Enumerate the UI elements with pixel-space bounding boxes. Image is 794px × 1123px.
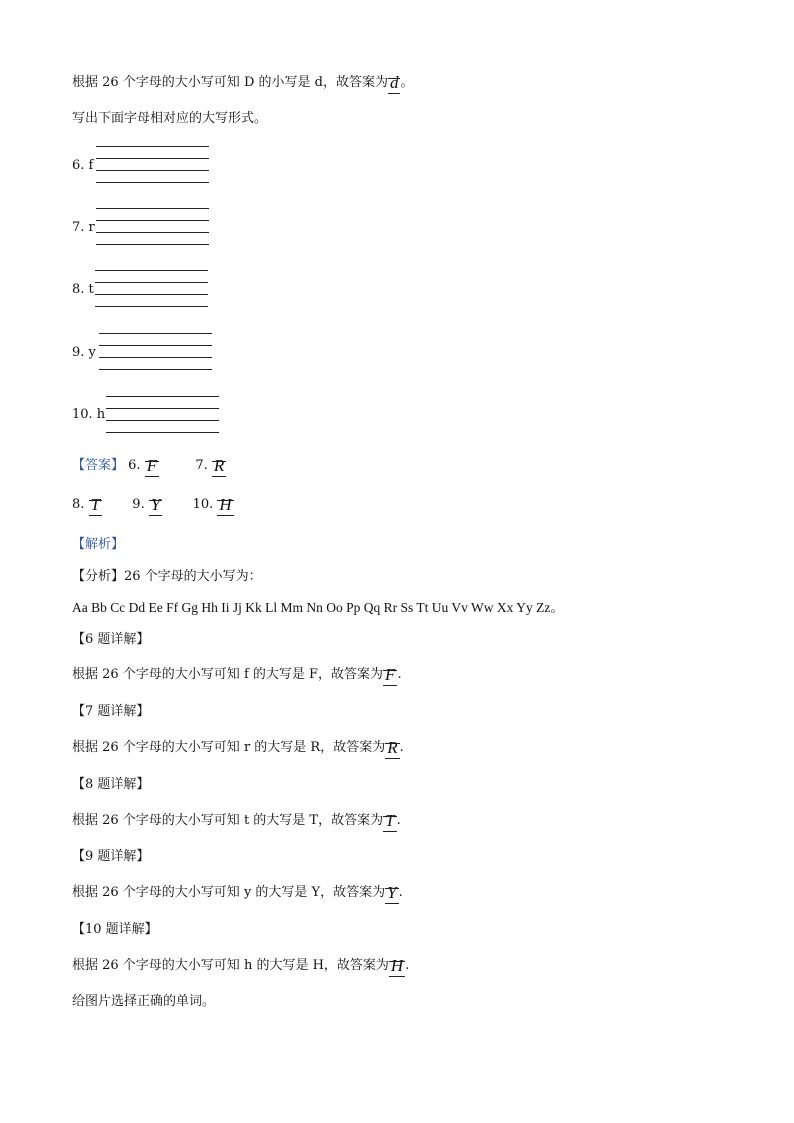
- answers-row-1: [72, 457, 226, 475]
- answer-9-letter: Y: [150, 495, 161, 514]
- question-10-label: 10. h: [72, 407, 106, 422]
- top-line-suffix: 。: [400, 75, 414, 90]
- top-explanation-line: [72, 74, 413, 92]
- top-line-text: 根据 26 个字母的大小写可知 D 的小写是 d，故答案为: [72, 75, 388, 90]
- answer-8-letter: T: [90, 495, 101, 514]
- answer-7-letter: R: [213, 456, 225, 475]
- detail-9-title: 【9 题详解】: [72, 849, 150, 864]
- analysis-fenxi: 【分析】26 个字母的大小写为：: [72, 569, 262, 584]
- detail-9-answer: Y: [387, 883, 397, 902]
- question-6-label: 6. f: [72, 158, 94, 173]
- detail-10-answer: H: [390, 956, 404, 975]
- top-line-answer: d: [389, 73, 399, 92]
- detail-8-text: [72, 812, 401, 830]
- answers-row-2: [72, 496, 234, 514]
- detail-8-answer: T: [385, 811, 395, 830]
- detail-6-prefix: 根据 26 个字母的大小写可知 f 的大写是 F，故答案为: [72, 667, 384, 682]
- detail-10-title: 【10 题详解】: [72, 922, 158, 937]
- alphabet-list: Aa Bb Cc Dd Ee Ff Gg Hh Ii Jj Kk Ll Mm Nn Oo Pp Qq Rr Ss Tt Uu Vv Ww Xx Yy Zz。: [72, 600, 564, 615]
- detail-6-text: [72, 666, 402, 684]
- answer-6-num: 6.: [128, 458, 141, 473]
- detail-7-title: 【7 题详解】: [72, 704, 150, 719]
- detail-8-suffix: .: [396, 813, 401, 828]
- next-instruction: 给图片选择正确的单词。: [72, 994, 216, 1009]
- detail-9-text: [72, 884, 403, 902]
- answer-10-num: 10.: [192, 497, 214, 512]
- detail-10-suffix: .: [405, 958, 410, 973]
- detail-10-text: [72, 957, 409, 975]
- detail-7-text: [72, 739, 404, 757]
- instruction-text: 写出下面字母相对应的大写形式。: [72, 111, 268, 126]
- detail-9-suffix: .: [398, 885, 403, 900]
- detail-8-title: 【8 题详解】: [72, 777, 150, 792]
- detail-10-prefix: 根据 26 个字母的大小写可知 h 的大写是 H，故答案为: [72, 958, 389, 973]
- question-7-label: 7. r: [72, 220, 95, 235]
- question-9-label: 9. y: [72, 345, 96, 360]
- detail-6-suffix: .: [397, 667, 402, 682]
- detail-7-answer: R: [387, 738, 398, 757]
- answer-6-letter: F: [146, 456, 158, 475]
- answer-9-num: 9.: [132, 497, 145, 512]
- detail-8-prefix: 根据 26 个字母的大小写可知 t 的大写是 T，故答案为: [72, 813, 384, 828]
- detail-9-prefix: 根据 26 个字母的大小写可知 y 的大写是 Y，故答案为: [72, 885, 386, 900]
- answer-7-num: 7.: [195, 458, 208, 473]
- detail-6-title: 【6 题详解】: [72, 632, 150, 647]
- detail-7-prefix: 根据 26 个字母的大小写可知 r 的大写是 R，故答案为: [72, 740, 386, 755]
- detail-6-answer: F: [385, 665, 396, 684]
- answer-8-num: 8.: [72, 497, 85, 512]
- detail-7-suffix: .: [399, 740, 404, 755]
- question-8-label: 8. t: [72, 282, 94, 297]
- analysis-heading: 【解析】: [72, 537, 125, 552]
- answer-heading: 【答案】: [72, 458, 125, 473]
- answer-10-letter: H: [219, 495, 232, 514]
